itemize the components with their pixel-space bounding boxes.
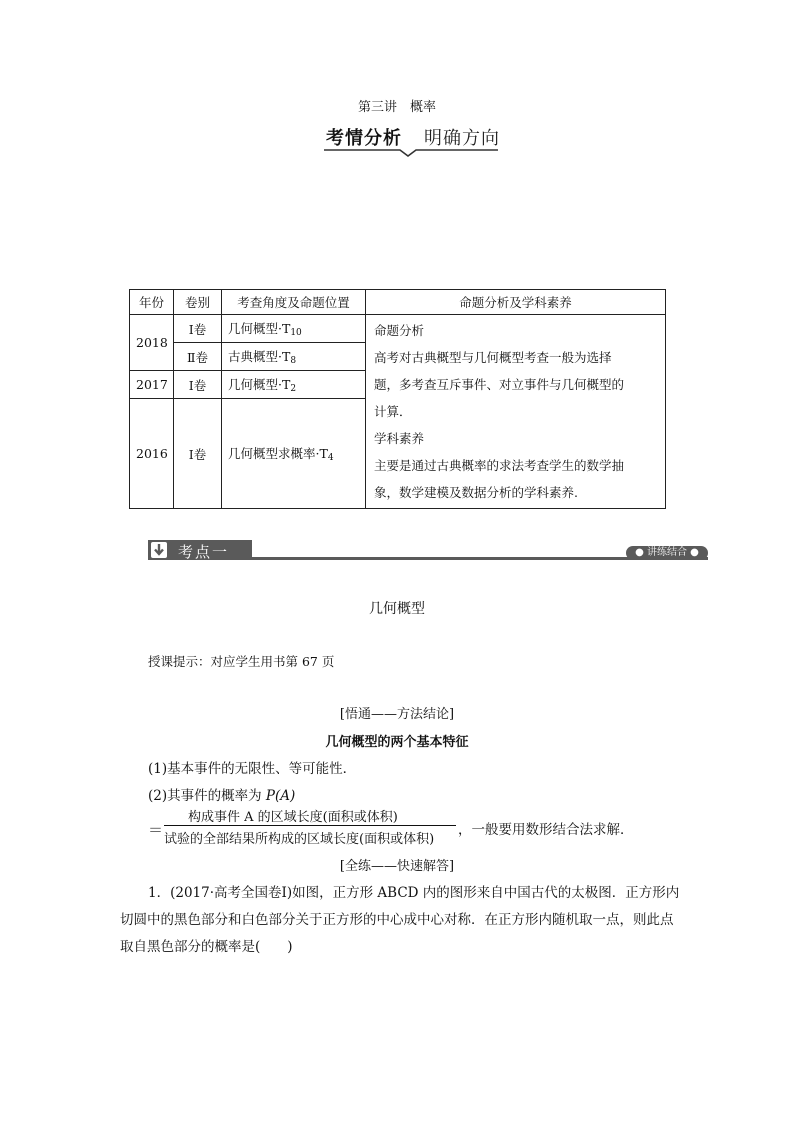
fraction-denominator: 试验的全部结果所构成的区域长度(面积或体积) <box>164 832 435 847</box>
analysis-line: 象，数学建模及数据分析的学科素养. <box>374 485 578 500</box>
header-cell-topic: 考查角度及命题位置 <box>222 290 366 315</box>
year-cell: 2017 <box>130 371 174 399</box>
analysis-line: 主要是通过古典概率的求法考查学生的数学抽 <box>374 458 625 473</box>
header-cell-paper: 卷别 <box>174 290 222 315</box>
fraction-bar <box>164 825 456 826</box>
section-title: 几何概型 <box>369 601 425 617</box>
analysis-line: 题，多考查互斥事件、对立事件与几何概型的 <box>374 377 625 392</box>
fraction-numerator: 构成事件 A 的区域长度(面积或体积) <box>188 810 398 825</box>
subheading-methods: [悟通——方法结论] <box>339 707 455 722</box>
paper-cell: Ⅰ卷 <box>174 399 222 509</box>
kaodian-label: 考点一 <box>178 543 230 561</box>
analysis-line: 学科素养 <box>374 431 425 446</box>
feature-item-1: (1)基本事件的无限性、等可能性． <box>148 761 357 777</box>
kaodian-bar <box>148 540 708 562</box>
paper-cell: Ⅰ卷 <box>174 315 222 343</box>
table-row <box>130 315 666 343</box>
banner-left-text: 考情分析 <box>326 128 402 149</box>
subheading-practice: [全练——快速解答] <box>339 859 455 874</box>
subheading-features: 几何概型的两个基本特征 <box>325 735 469 750</box>
probability-expression: P(A) <box>265 788 296 804</box>
topic-cell: 几何概型求概率$\cdot T_4$ <box>222 399 366 509</box>
analysis-line: 高考对古典概型与几何概型考查一般为选择 <box>374 350 612 365</box>
problem-text: 1．(2017·高考全国卷Ⅰ)如图，正方形 ABCD 内的图形来自中国古代的太极图．正方形内切圆中的黑色部分和白色部分关于正方形的中心成中心对称．在正方形内随机取一点，则此点取自黑色部分的概率是( ) <box>120 885 680 955</box>
kaodian-tab <box>148 540 252 560</box>
down-arrow-icon <box>151 542 167 558</box>
analysis-line: 计算． <box>374 404 412 419</box>
banner-right-text: 明确方向 <box>424 128 500 149</box>
year-cell: 2016 <box>130 399 174 509</box>
topic-cell: 几何概型$\cdot T_2$ <box>222 371 366 399</box>
topic-cell: 几何概型$\cdot T_{10}$ <box>222 315 366 343</box>
equals-sign: ＝ <box>148 821 164 839</box>
lecture-title: 第三讲 概率 <box>357 100 436 115</box>
topic-cell: 古典概型$\cdot T_8$ <box>222 343 366 371</box>
fraction-note: ，一般要用数形结合法求解． <box>458 822 634 838</box>
paper-cell: Ⅰ卷 <box>174 371 222 399</box>
year-cell: 2018 <box>130 315 174 371</box>
section-banner <box>322 122 502 160</box>
analysis-cell <box>366 315 666 509</box>
lesson-hint: 授课提示：对应学生用书第 67 页 <box>148 654 335 669</box>
kaodian-right-badge: ● 讲练结合 ● <box>626 546 708 560</box>
table-header-row <box>130 290 666 315</box>
analysis-line: 命题分析 <box>374 323 425 338</box>
paper-cell: Ⅱ卷 <box>174 343 222 371</box>
header-cell-analysis: 命题分析及学科素养 <box>366 290 666 315</box>
feature-item-2: (2)其事件的概率为 P(A) <box>148 788 296 804</box>
header-cell-year: 年份 <box>130 290 174 315</box>
exam-info-table <box>129 289 666 509</box>
